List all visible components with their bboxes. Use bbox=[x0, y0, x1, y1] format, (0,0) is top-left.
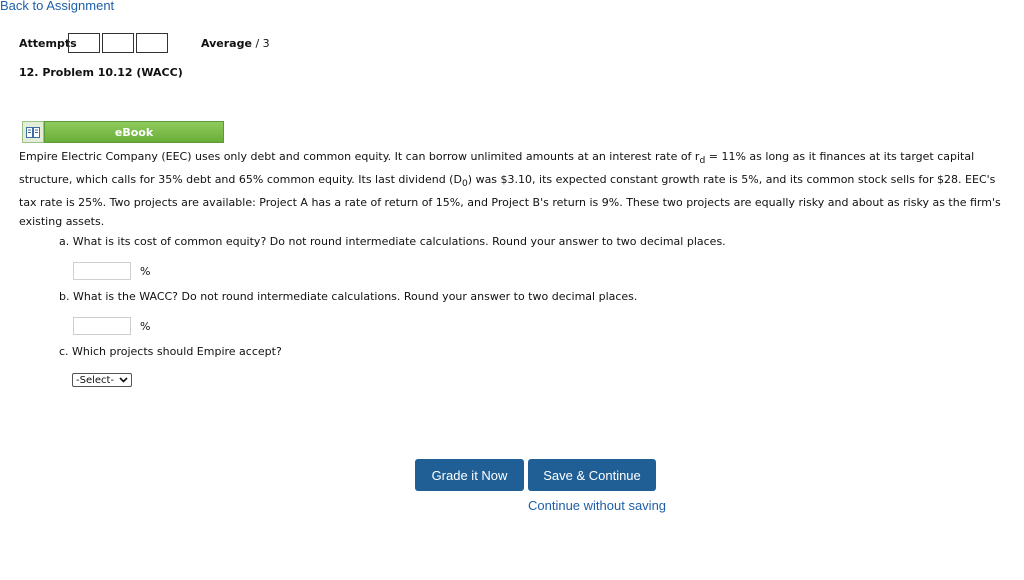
problem-title: 12. Problem 10.12 (WACC) bbox=[19, 66, 183, 79]
attempt-box bbox=[102, 33, 134, 53]
attempt-box bbox=[136, 33, 168, 53]
problem-text-part3: ) was $3.10, its expected constant growth rate is 5%, and its common stock sells for $28. EEC's tax rate is 25%. Two projects are available: Project A has a rate of return of 15%, and Project B's return is 9%. These two projects are equally risky and about as risky as the firm's existing assets. bbox=[19, 173, 1001, 229]
subscript-0: 0 bbox=[461, 178, 468, 190]
answer-b bbox=[73, 317, 150, 335]
grade-it-now-button[interactable]: Grade it Now bbox=[415, 459, 524, 491]
ebook-button[interactable]: eBook bbox=[44, 121, 224, 143]
problem-text-part2: = 11% as long as it finances at its target capital structure, which calls for 35% debt and 65% common equity. Its last dividend (D bbox=[19, 150, 975, 187]
question-a-text: a. What is its cost of common equity? Do not round intermediate calculations. Round your answer to two decimal places. bbox=[59, 235, 726, 248]
answer-b-input[interactable] bbox=[73, 317, 131, 335]
average-score bbox=[201, 37, 270, 50]
attempts-label: Attempts bbox=[19, 37, 77, 50]
answer-a bbox=[73, 262, 150, 280]
projects-select[interactable] bbox=[72, 373, 132, 387]
answer-b-unit: % bbox=[140, 319, 151, 333]
question-b-text: b. What is the WACC? Do not round intermediate calculations. Round your answer to two decimal places. bbox=[59, 290, 638, 303]
problem-text bbox=[19, 147, 1009, 231]
continue-without-saving-link[interactable]: Continue without saving bbox=[528, 498, 667, 513]
question-c-text: c. Which projects should Empire accept? bbox=[59, 345, 282, 358]
book-icon[interactable] bbox=[22, 121, 44, 143]
ebook-bar[interactable] bbox=[22, 121, 224, 143]
attempt-box bbox=[68, 33, 100, 53]
subscript-d: d bbox=[699, 155, 706, 167]
problem-text-part1: Empire Electric Company (EEC) uses only debt and common equity. It can borrow unlimited amounts at an interest rate of r bbox=[19, 150, 700, 163]
select-value: -Select- bbox=[76, 374, 115, 386]
chevron-down-icon bbox=[119, 377, 128, 383]
answer-a-input[interactable] bbox=[73, 262, 131, 280]
average-value: / 3 bbox=[255, 37, 270, 50]
answer-a-unit: % bbox=[140, 264, 151, 278]
back-to-assignment-link[interactable]: Back to Assignment bbox=[0, 0, 115, 13]
attempt-boxes bbox=[68, 33, 170, 53]
average-label: Average bbox=[201, 37, 252, 50]
save-continue-button[interactable]: Save & Continue bbox=[528, 459, 656, 491]
